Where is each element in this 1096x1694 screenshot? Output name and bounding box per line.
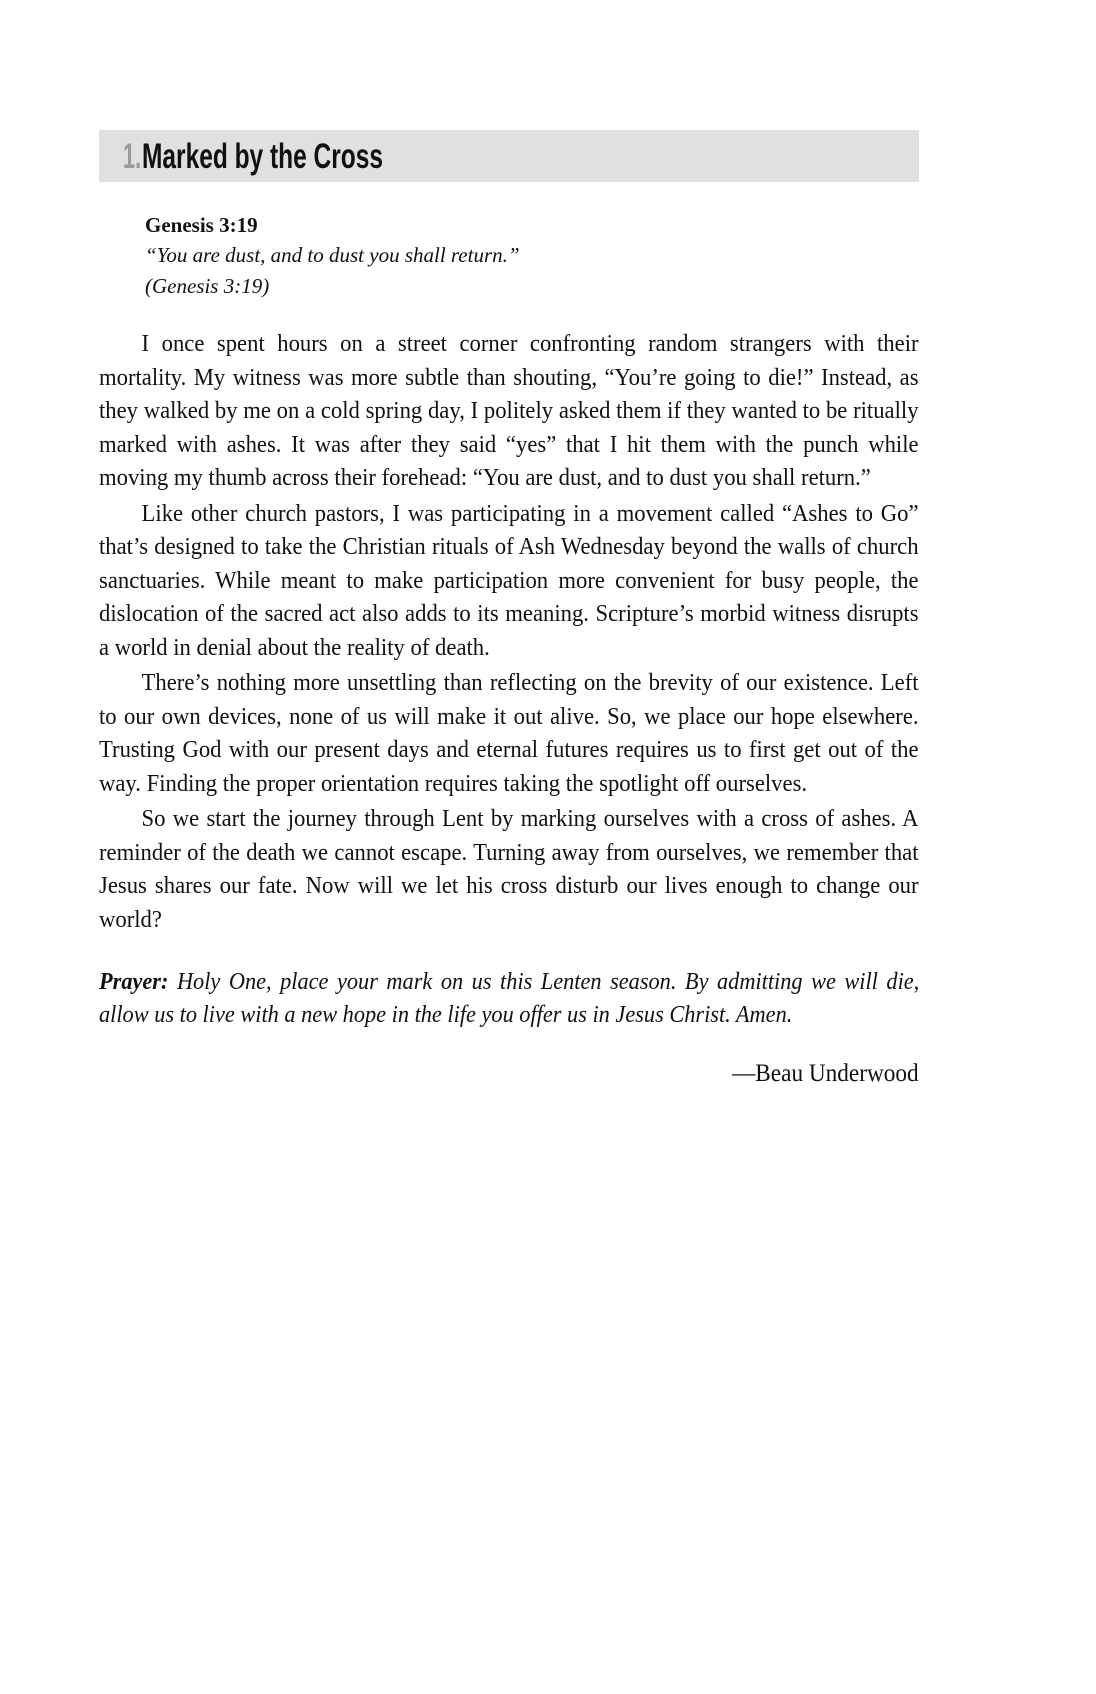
body-paragraph: So we start the journey through Lent by marking ourselves with a cross of ashes. A reminder of the death we cannot escape. Turning away from ourselves, we remember that Jesus shares our fate. Now will we let his cross disturb our lives enough to change our world?: [99, 805, 919, 933]
chapter-heading-band: [99, 130, 919, 182]
prayer-text: Holy One, place your mark on us this Lenten season. By admitting we will die, allow us to live with a new hope in the life you offer us in Jesus Christ. Amen.: [99, 969, 920, 1029]
chapter-number: 1.: [123, 136, 142, 176]
page-content: [99, 130, 919, 1091]
scripture-reference: Genesis 3:19: [145, 213, 258, 237]
body-text: [99, 327, 919, 936]
prayer-label: Prayer:: [99, 969, 169, 996]
body-paragraph: Like other church pastors, I was participating in a movement called “Ashes to Go” that’s designed to take the Christian rituals of Ash Wednesday beyond the walls of church sanctuaries. While meant to make participation more convenient for busy people, the dislocation of the sacred act also adds to its meaning. Scripture’s morbid witness disrupts a world in denial about the reality of death.: [99, 499, 919, 661]
prayer-block: [99, 966, 919, 1032]
body-paragraph: There’s nothing more unsettling than reflecting on the brevity of our existence. Left to our own devices, none of us will make it out alive. So, we place our hope elsewhere. Trusting God with our present days and eternal futures requires us to first get out of the way. Finding the proper orientation requires taking the spotlight off ourselves.: [99, 669, 919, 797]
chapter-title: Marked by the Cross: [142, 136, 384, 176]
scripture-quote: “You are dust, and to dust you shall return.”: [145, 243, 520, 268]
body-paragraph: I once spent hours on a street corner confronting random strangers with their mortality. My witness was more subtle than shouting, “You’re going to die!” Instead, as they walked by me on a cold spring day, I politely asked them if they wanted to be ritually marked with ashes. It was after they said “yes” that I hit them with the punch while moving my thumb across their forehead: “You are dust, and to dust you shall return.”: [99, 330, 919, 492]
scripture-citation: (Genesis 3:19): [145, 273, 270, 298]
author-name: —Beau Underwood: [732, 1060, 919, 1088]
scripture-block: [145, 210, 919, 301]
author-attribution: [99, 1058, 919, 1091]
